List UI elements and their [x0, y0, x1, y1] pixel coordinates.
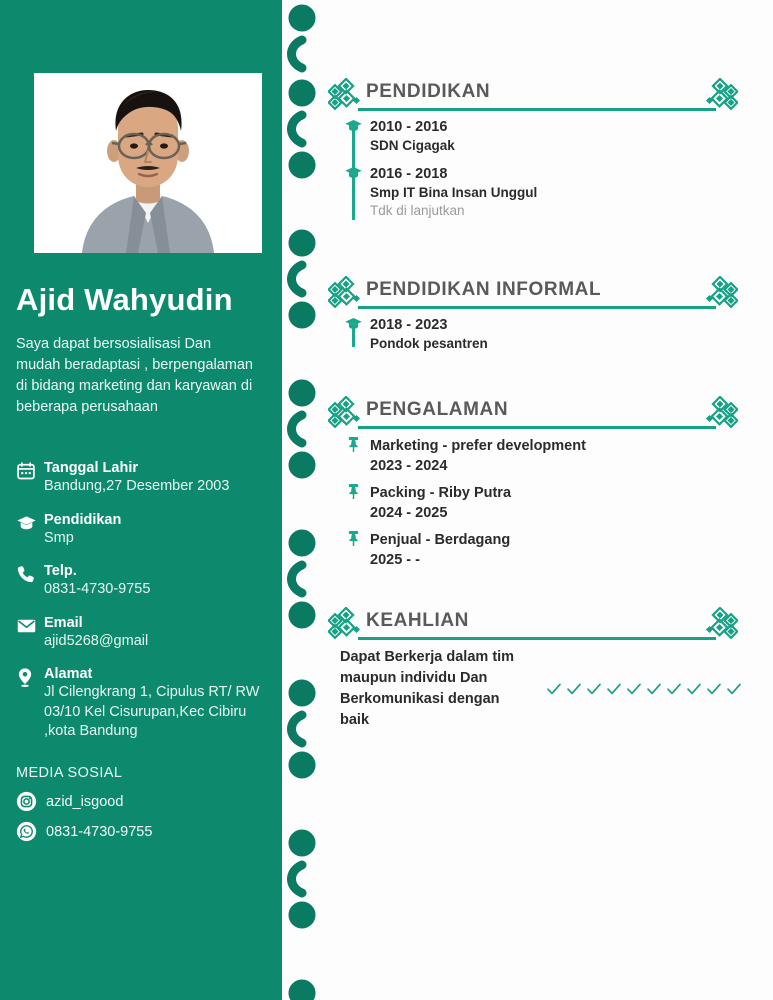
section-education	[322, 74, 742, 230]
contact-label: Tanggal Lahir	[44, 460, 138, 476]
profile-photo	[34, 73, 262, 253]
social-item-instagram[interactable]	[16, 791, 272, 812]
education-range: 2010 - 2016	[370, 119, 448, 135]
experience-list	[344, 436, 742, 570]
section-title: PENGALAMAN	[366, 399, 509, 420]
check-icon	[626, 681, 642, 697]
contact-item-birthdate	[16, 459, 272, 497]
section-skills	[322, 603, 742, 731]
section-rule	[358, 637, 716, 640]
social-list	[16, 791, 272, 851]
instagram-icon	[16, 791, 46, 812]
check-icon	[586, 681, 602, 697]
section-title: PENDIDIKAN	[366, 81, 491, 102]
contact-item-education	[16, 511, 272, 549]
check-icon	[606, 681, 622, 697]
informal-education-range: 2018 - 2023	[370, 317, 448, 333]
experience-years: 2025 - -	[370, 552, 420, 568]
contact-item-phone	[16, 562, 272, 600]
section-rule	[358, 426, 716, 429]
contact-item-address	[16, 665, 272, 742]
profile-summary: Saya dapat bersosialisasi Dan mudah beradaptasi , berpengalaman di bidang marketing dan karyawan di beberapa perusahaan	[16, 336, 253, 415]
education-entry	[370, 118, 742, 155]
envelope-icon	[16, 614, 44, 636]
pin-icon	[346, 530, 361, 552]
section-header	[322, 603, 742, 647]
pin-icon	[346, 436, 361, 458]
skills-description: Dapat Berkerja dalam tim maupun individu Dan Berkomunikasi dengan baik	[340, 649, 515, 728]
diamond-ornament-left-icon	[328, 396, 362, 435]
section-title: KEAHLIAN	[366, 610, 469, 631]
contact-value: Bandung,27 Desember 2003	[44, 478, 230, 494]
location-pin-icon	[16, 665, 44, 688]
chain-divider	[282, 0, 322, 1000]
check-icon	[706, 681, 722, 697]
education-note: Tdk di lanjutkan	[370, 203, 465, 218]
contact-label: Alamat	[44, 666, 93, 682]
education-entry	[370, 165, 742, 220]
section-informal-education	[322, 272, 742, 363]
section-experience	[322, 392, 742, 577]
diamond-ornament-left-icon	[328, 276, 362, 315]
diamond-ornament-right-icon	[704, 276, 738, 315]
check-icon	[686, 681, 702, 697]
graduation-cap-icon	[16, 511, 44, 533]
contact-value: Jl Cilengkrang 1, Cipulus RT/ RW 03/10 Kel Cisurupan,Kec Cibiru ,kota Bandung	[44, 684, 260, 739]
contact-value: ajid5268@gmail	[44, 632, 149, 649]
phone-icon	[16, 562, 44, 584]
graduation-cap-icon	[344, 315, 363, 338]
social-section-title: MEDIA SOSIAL	[16, 765, 123, 781]
pin-icon	[346, 483, 361, 505]
experience-role: Packing - Riby Putra	[370, 485, 512, 501]
experience-years: 2024 - 2025	[370, 505, 448, 521]
experience-role: Penjual - Berdagang	[370, 532, 511, 548]
informal-education-place: Pondok pesantren	[370, 336, 488, 351]
contact-label: Email	[44, 614, 83, 631]
section-header	[322, 74, 742, 118]
contact-value: Smp	[44, 529, 74, 546]
education-range: 2016 - 2018	[370, 166, 448, 182]
education-timeline	[344, 118, 742, 220]
check-icon	[666, 681, 682, 697]
experience-role: Marketing - prefer development	[370, 438, 586, 454]
section-title: PENDIDIKAN INFORMAL	[366, 279, 602, 300]
check-icon	[566, 681, 582, 697]
experience-entry	[370, 436, 742, 476]
informal-education-timeline	[344, 316, 742, 353]
skills-rating	[546, 681, 742, 697]
contact-item-email	[16, 614, 272, 652]
diamond-ornament-left-icon	[328, 607, 362, 646]
contact-value: 0831-4730-9755	[44, 581, 151, 597]
check-icon	[546, 681, 562, 697]
whatsapp-icon	[16, 821, 46, 842]
section-header	[322, 272, 742, 316]
section-rule	[358, 306, 716, 309]
check-icon	[646, 681, 662, 697]
contact-list	[16, 459, 272, 756]
sidebar-panel	[0, 0, 282, 1000]
graduation-cap-icon	[344, 164, 363, 187]
experience-entry	[370, 483, 742, 523]
graduation-cap-icon	[344, 117, 363, 140]
section-header	[322, 392, 742, 436]
education-place: SDN Cigagak	[370, 138, 455, 153]
calendar-icon	[16, 459, 44, 481]
skills-body	[340, 647, 742, 731]
education-place: Smp IT Bina Insan Unggul	[370, 185, 538, 200]
section-rule	[358, 108, 716, 111]
contact-label: Pendidikan	[44, 511, 122, 528]
diamond-ornament-right-icon	[704, 396, 738, 435]
informal-education-entry	[370, 316, 742, 353]
diamond-ornament-right-icon	[704, 607, 738, 646]
experience-entry	[370, 530, 742, 570]
social-handle: azid_isgood	[46, 793, 124, 810]
experience-years: 2023 - 2024	[370, 458, 448, 474]
diamond-ornament-left-icon	[328, 78, 362, 117]
main-content	[322, 0, 773, 1000]
social-item-whatsapp[interactable]	[16, 821, 272, 842]
check-icon	[726, 681, 742, 697]
page-title: Ajid Wahyudin	[16, 282, 233, 317]
social-handle: 0831-4730-9755	[46, 823, 153, 840]
contact-label: Telp.	[44, 563, 77, 579]
diamond-ornament-right-icon	[704, 78, 738, 117]
